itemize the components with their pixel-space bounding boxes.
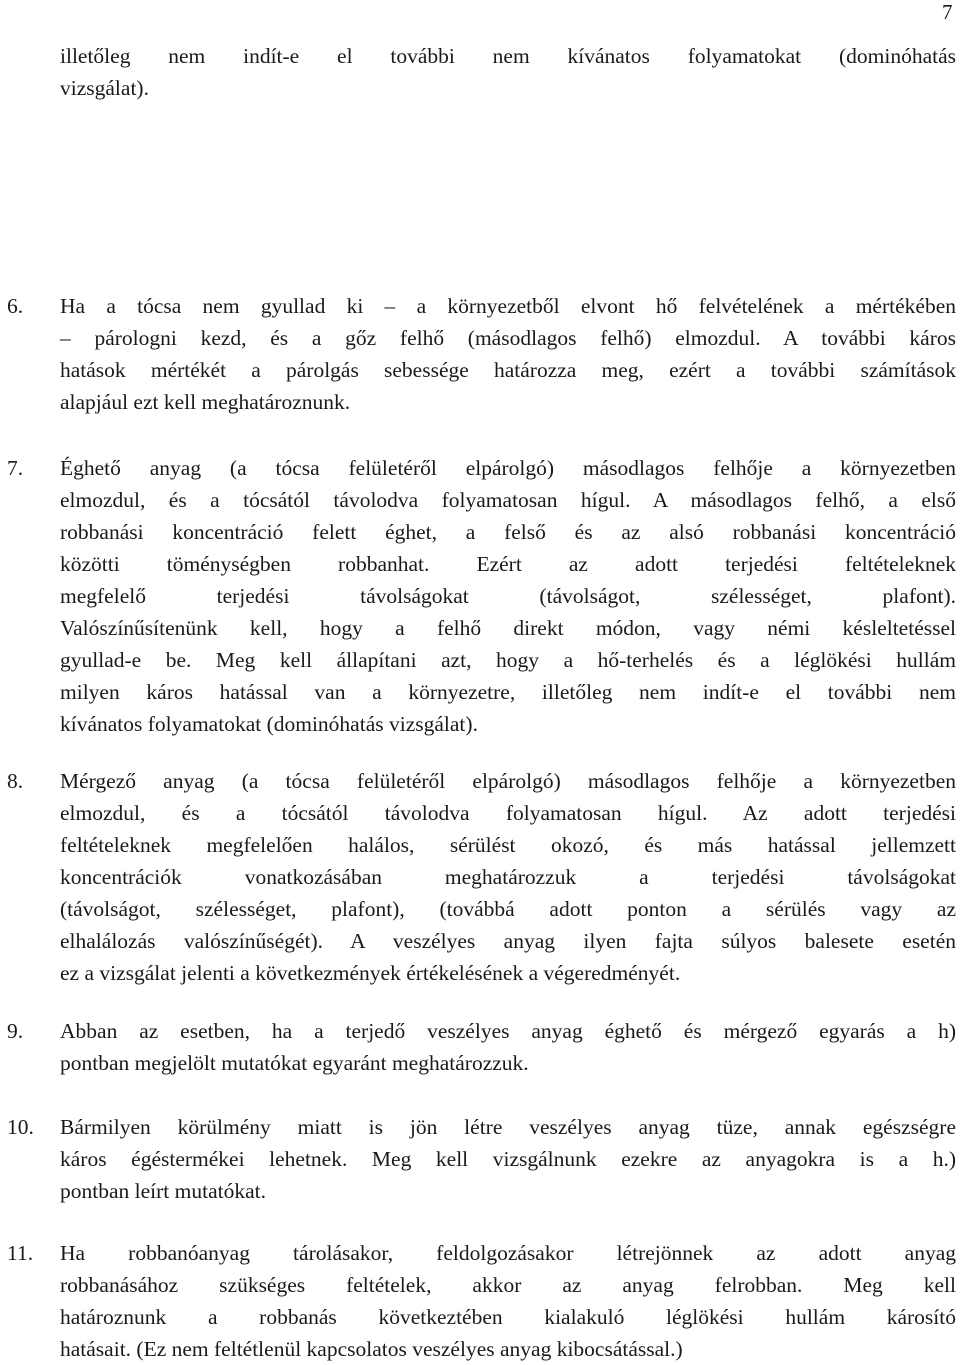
item-number: 9. [7, 1019, 24, 1043]
paragraph-line: Éghető anyag (a tócsa felületéről elpárolgó) másodlagos felhője a környezetben [60, 456, 956, 480]
paragraph-line: ez a vizsgálat jelenti a következmények értékelésének a végeredményét. [60, 961, 681, 985]
paragraph-line: (távolságot, szélességet, plafont), (továbbá adott ponton a sérülés vagy az [60, 897, 956, 921]
paragraph-line: Valószínűsítenünk kell, hogy a felhő direkt módon, vagy némi késleltetéssel [60, 616, 956, 640]
paragraph-line: elmozdul, és a tócsától távolodva folyamatosan hígul. A másodlagos felhő, a első [60, 488, 956, 512]
paragraph-line: robbanásához szükséges feltételek, akkor az anyag felrobban. Meg kell [60, 1273, 956, 1297]
paragraph-line: milyen káros hatással van a környezetre, illetőleg nem indít-e el további nem [60, 680, 956, 704]
paragraph-line: pontban leírt mutatókat. [60, 1179, 266, 1203]
item-number: 8. [7, 769, 24, 793]
paragraph-line: káros égéstermékei lehetnek. Meg kell vizsgálnunk ezekre az anyagokra is a h.) [60, 1147, 956, 1171]
paragraph-line: feltételeknek megfelelően halálos, sérülést okozó, és más hatással jellemzett [60, 833, 956, 857]
paragraph-line: Bármilyen körülmény miatt is jön létre veszélyes anyag tüze, annak egészségre [60, 1115, 956, 1139]
paragraph-line: koncentrációk vonatkozásában meghatározzuk a terjedési távolságokat [60, 865, 956, 889]
paragraph-line: Ha a tócsa nem gyullad ki – a környezetből elvont hő felvételének a mértékében [60, 294, 956, 318]
paragraph-line: pontban megjelölt mutatókat egyaránt meghatározzuk. [60, 1051, 529, 1075]
paragraph-line: vizsgálat). [60, 76, 149, 100]
paragraph-line: robbanási koncentráció felett éghet, a felső és az alsó robbanási koncentráció [60, 520, 956, 544]
paragraph-line: – párologni kezd, és a gőz felhő (másodlagos felhő) elmozdul. A további káros [60, 326, 956, 350]
item-number: 6. [7, 294, 24, 318]
paragraph-line: hatások mértékét a párolgás sebessége határozza meg, ezért a további számítások [60, 358, 956, 382]
paragraph-line: gyullad-e be. Meg kell állapítani azt, hogy a hő-terhelés és a léglökési hullám [60, 648, 956, 672]
paragraph-line: Ha robbanóanyag tárolásakor, feldolgozásakor létrejönnek az adott anyag [60, 1241, 956, 1265]
paragraph-line: közötti töménységben robbanhat. Ezért az adott terjedési feltételeknek [60, 552, 956, 576]
paragraph-line: alapjául ezt kell meghatároznunk. [60, 390, 351, 414]
paragraph-line: hatásait. (Ez nem feltétlenül kapcsolatos veszélyes anyag kibocsátással.) [60, 1337, 683, 1361]
paragraph-line: Mérgező anyag (a tócsa felületéről elpárolgó) másodlagos felhője a környezetben [60, 769, 956, 793]
paragraph-line: illetőleg nem indít-e el további nem kívánatos folyamatokat (dominóhatás [60, 44, 956, 68]
paragraph-line: megfelelő terjedési távolságokat (távolságot, szélességet, plafont). [60, 584, 956, 608]
paragraph-line: kívánatos folyamatokat (dominóhatás vizsgálat). [60, 712, 478, 736]
item-number: 11. [7, 1241, 34, 1265]
paragraph-line: határoznunk a robbanás következtében kialakuló léglökési hullám károsító [60, 1305, 956, 1329]
paragraph-line: elhalálozás valószínűségét). A veszélyes anyag ilyen fajta súlyos balesete esetén [60, 929, 956, 953]
paragraph-line: elmozdul, és a tócsától távolodva folyamatosan hígul. Az adott terjedési [60, 801, 956, 825]
page-number: 7 [942, 0, 953, 24]
item-number: 7. [7, 456, 24, 480]
item-number: 10. [7, 1115, 34, 1139]
paragraph-line: Abban az esetben, ha a terjedő veszélyes anyag éghető és mérgező egyarás a h) [60, 1019, 956, 1043]
